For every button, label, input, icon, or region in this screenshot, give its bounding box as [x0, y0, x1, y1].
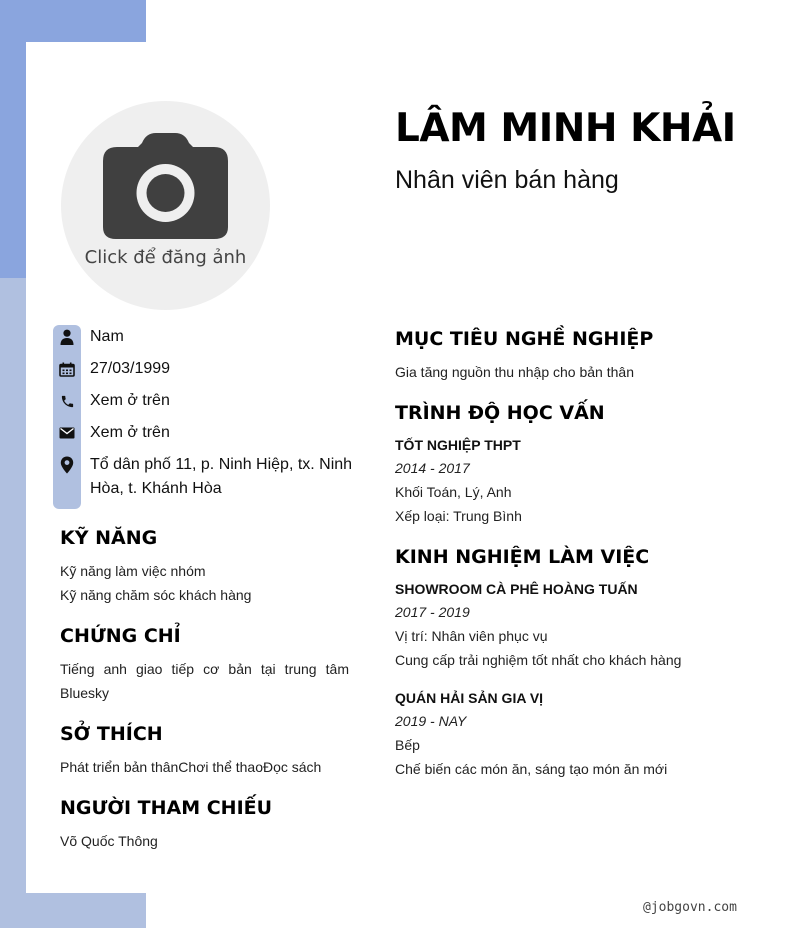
job-period: 2019 - NAY: [395, 713, 467, 729]
education-major: Khối Toán, Lý, Anh: [395, 484, 512, 500]
job-company: QUÁN HẢI SẢN GIA VỊ: [395, 690, 544, 706]
location-pin-icon: [53, 453, 81, 477]
skill-item: Kỹ năng làm việc nhóm: [60, 563, 206, 579]
contact-email: [53, 421, 354, 445]
person-icon: [53, 325, 81, 349]
envelope-icon: [53, 421, 81, 445]
certificate-text: Tiếng anh giao tiếp cơ bản tại trung tâm Bluesky: [60, 661, 349, 701]
education-heading: TRÌNH ĐỘ HỌC VẤN: [395, 402, 605, 424]
camera-icon: [102, 131, 229, 241]
address-value: Tổ dân phố 11, p. Ninh Hiệp, tx. Ninh Hòa, t. Khánh Hòa: [90, 456, 353, 497]
certificates-heading: CHỨNG CHỈ: [60, 625, 181, 647]
hobbies-heading: SỞ THÍCH: [60, 723, 163, 745]
skills-heading: KỸ NĂNG: [60, 527, 158, 549]
education-school: TỐT NGHIỆP THPT: [395, 437, 521, 453]
watermark-text: @jobgovn.com: [643, 900, 737, 915]
email-value: Xem ở trên: [90, 424, 170, 441]
calendar-icon: [53, 357, 81, 381]
hobbies-text: Phát triển bản thânChơi thể thaoĐọc sách: [60, 759, 322, 775]
candidate-name: LÂM MINH KHẢI: [395, 106, 736, 151]
candidate-title: Nhân viên bán hàng: [395, 166, 619, 194]
contact-address: [53, 453, 354, 501]
job-role: Bếp: [395, 737, 420, 753]
job-role: Vị trí: Nhân viên phục vụ: [395, 628, 548, 644]
skill-item: Kỹ năng chăm sóc khách hàng: [60, 587, 252, 603]
references-text: Võ Quốc Thông: [60, 833, 158, 849]
education-period: 2014 - 2017: [395, 460, 470, 476]
job-description: Chế biến các món ăn, sáng tạo món ăn mới: [395, 761, 668, 777]
phone-icon: [53, 389, 81, 413]
photo-upload-label: Click để đăng ảnh: [84, 247, 247, 268]
contact-phone: [53, 389, 354, 413]
objective-heading: MỤC TIÊU NGHỀ NGHIỆP: [395, 328, 654, 350]
accent-block-bottom: [0, 893, 146, 928]
birthday-value: 27/03/1999: [90, 360, 171, 377]
job-period: 2017 - 2019: [395, 604, 470, 620]
photo-upload[interactable]: [61, 101, 270, 310]
contact-gender: [53, 325, 354, 349]
objective-text: Gia tăng nguồn thu nhập cho bản thân: [395, 364, 634, 380]
experience-heading: KINH NGHIỆM LÀM VIỆC: [395, 546, 650, 568]
accent-strip-left: [0, 278, 26, 928]
references-heading: NGƯỜI THAM CHIẾU: [60, 797, 273, 819]
gender-value: Nam: [90, 328, 124, 345]
phone-value: Xem ở trên: [90, 392, 170, 409]
contact-birthday: [53, 357, 354, 381]
education-grade: Xếp loại: Trung Bình: [395, 508, 522, 524]
job-company: SHOWROOM CÀ PHÊ HOÀNG TUẤN: [395, 581, 638, 597]
job-description: Cung cấp trải nghiệm tốt nhất cho khách hàng: [395, 652, 682, 668]
